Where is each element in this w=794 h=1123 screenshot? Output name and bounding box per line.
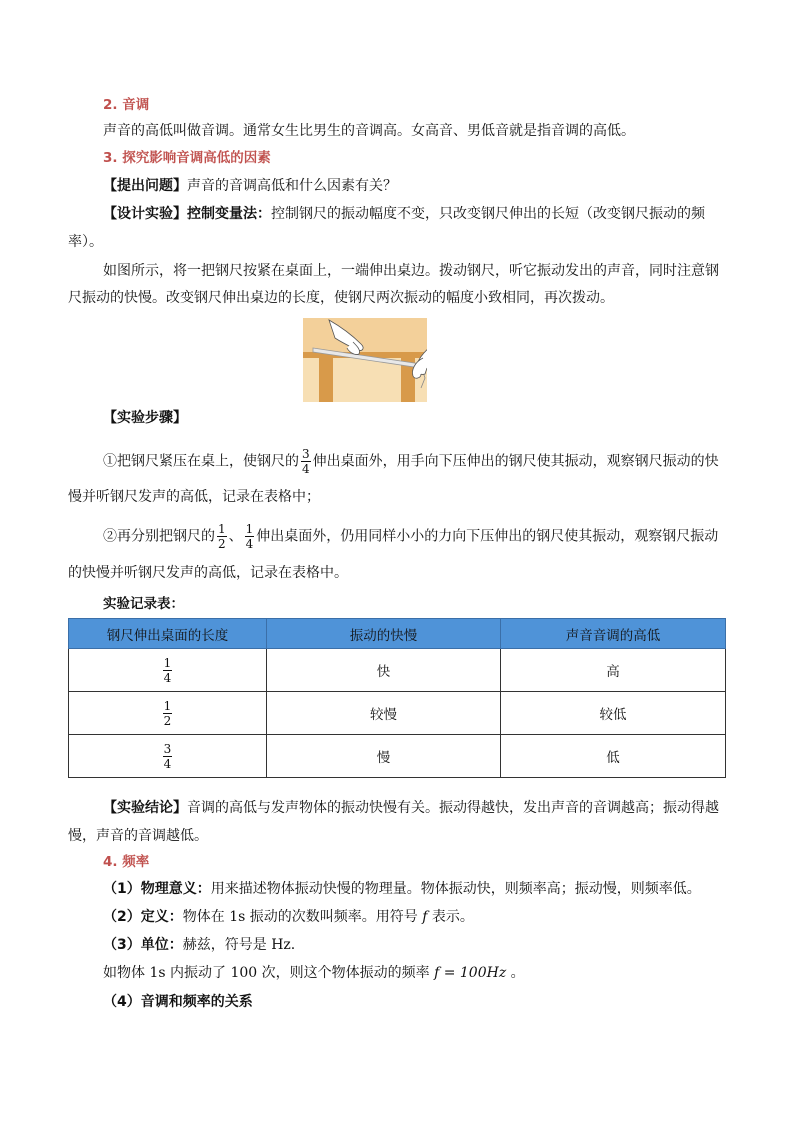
example-text-a: 如物体 1s 内振动了 100 次，则这个物体振动的频率	[103, 965, 435, 981]
freq-item-2	[103, 907, 474, 927]
item3-tag: （3）单位：	[103, 937, 183, 953]
step2-line-2: 的快慢并听钢尺发声的高低，记录在表格中。	[68, 565, 348, 581]
table-row	[69, 735, 726, 778]
step2-text-a: ②再分别把钢尺的	[103, 528, 215, 545]
cell-length: $\frac{1}{2}$	[69, 692, 267, 735]
question-text: 声音的音调高低和什么因素有关？	[187, 178, 397, 194]
example-formula: f = 100Hz	[434, 965, 507, 981]
header-speed: 振动的快慢	[267, 619, 501, 649]
table-caption: 实验记录表：	[103, 596, 184, 612]
freq-item-3	[103, 935, 295, 955]
cell-length: $\frac{1}{4}$	[69, 649, 267, 692]
table-header-row	[69, 619, 726, 649]
table-row	[69, 692, 726, 735]
item1-tag: （1）物理意义：	[103, 881, 211, 897]
example-text-b: 。	[506, 965, 525, 981]
experiment-record-table	[68, 618, 726, 778]
step1-text-b: 伸出桌面外，用手向下压伸出的钢尺使其振动，观察钢尺振动的快	[312, 453, 719, 470]
fraction-one-half: $\frac{1}{2}$	[218, 522, 226, 551]
design-line-1	[103, 204, 705, 224]
step1-text-a: ①把钢尺紧压在桌上，使钢尺的	[103, 453, 299, 470]
item1-text: 用来描述物体振动快慢的物理量。物体振动快，则频率高；振动慢，则频率低。	[210, 881, 701, 897]
design-line-2: 率）。	[68, 234, 103, 250]
section2-body: 声音的高低叫做音调。通常女生比男生的音调高。女高音、男低音就是指音调的高低。	[103, 123, 635, 139]
item3-text: 赫兹，符号是 Hz.	[182, 937, 296, 953]
cell-pitch: 低	[501, 735, 726, 778]
conclusion-line-1	[103, 798, 719, 818]
conclusion-text-1: 音调的高低与发声物体的振动快慢有关。振动得越快，发出声音的音调越高；振动得越	[187, 800, 719, 816]
cell-speed: 较慢	[267, 692, 501, 735]
table-row	[69, 649, 726, 692]
header-pitch: 声音音调的高低	[501, 619, 726, 649]
question-line	[103, 176, 397, 196]
item2-text-a: 物体在 1s 振动的次数叫频率。用符号	[182, 909, 423, 925]
freq-example	[103, 963, 525, 983]
ruler-experiment-figure	[303, 318, 427, 402]
fraction-one-quarter: $\frac{1}{4}$	[245, 522, 254, 551]
cell-length: $\frac{3}{4}$	[69, 735, 267, 778]
section3-heading: 3. 探究影响音调高低的因素	[103, 150, 271, 166]
freq-item-4: （4）音调和频率的关系	[103, 994, 253, 1010]
freq-item-1	[103, 879, 701, 899]
cell-speed: 快	[267, 649, 501, 692]
desc-line-1: 如图所示，将一把钢尺按紧在桌面上，一端伸出桌边。拨动钢尺，听它振动发出的声音，同时注意钢	[103, 263, 719, 279]
step1-line-2: 慢并听钢尺发声的高低，记录在表格中；	[68, 489, 320, 505]
section4-heading: 4. 频率	[103, 854, 150, 870]
question-tag: 【提出问题】	[103, 178, 187, 194]
section2-heading: 2. 音调	[103, 97, 150, 113]
step1-line-1	[103, 447, 719, 476]
item2-symbol: f	[422, 909, 428, 925]
cell-speed: 慢	[267, 735, 501, 778]
header-length: 钢尺伸出桌面的长度	[69, 619, 267, 649]
design-tag: 【设计实验】	[103, 206, 187, 222]
conclusion-line-2: 慢，声音的音调越低。	[68, 828, 208, 844]
fraction-three-quarters: $\frac{3}{4}$	[302, 447, 310, 476]
step2-line-1	[103, 522, 718, 551]
item2-text-b: 表示。	[427, 909, 474, 925]
cell-pitch: 高	[501, 649, 726, 692]
item2-tag: （2）定义：	[103, 909, 183, 925]
steps-tag: 【实验步骤】	[103, 410, 187, 426]
step2-sep: 、	[228, 528, 243, 545]
step2-text-b: 伸出桌面外，仍用同样小小的力向下压伸出的钢尺使其振动，观察钢尺振动	[256, 528, 719, 545]
design-text-1: 控制钢尺的振动幅度不变，只改变钢尺伸出的长短（改变钢尺振动的频	[271, 206, 705, 222]
conclusion-tag: 【实验结论】	[103, 800, 187, 816]
desc-line-2: 尺振动的快慢。改变钢尺伸出桌边的长度，使钢尺两次振动的幅度小致相同，再次拨动。	[68, 290, 614, 306]
cell-pitch: 较低	[501, 692, 726, 735]
design-bold: 控制变量法：	[187, 206, 271, 222]
